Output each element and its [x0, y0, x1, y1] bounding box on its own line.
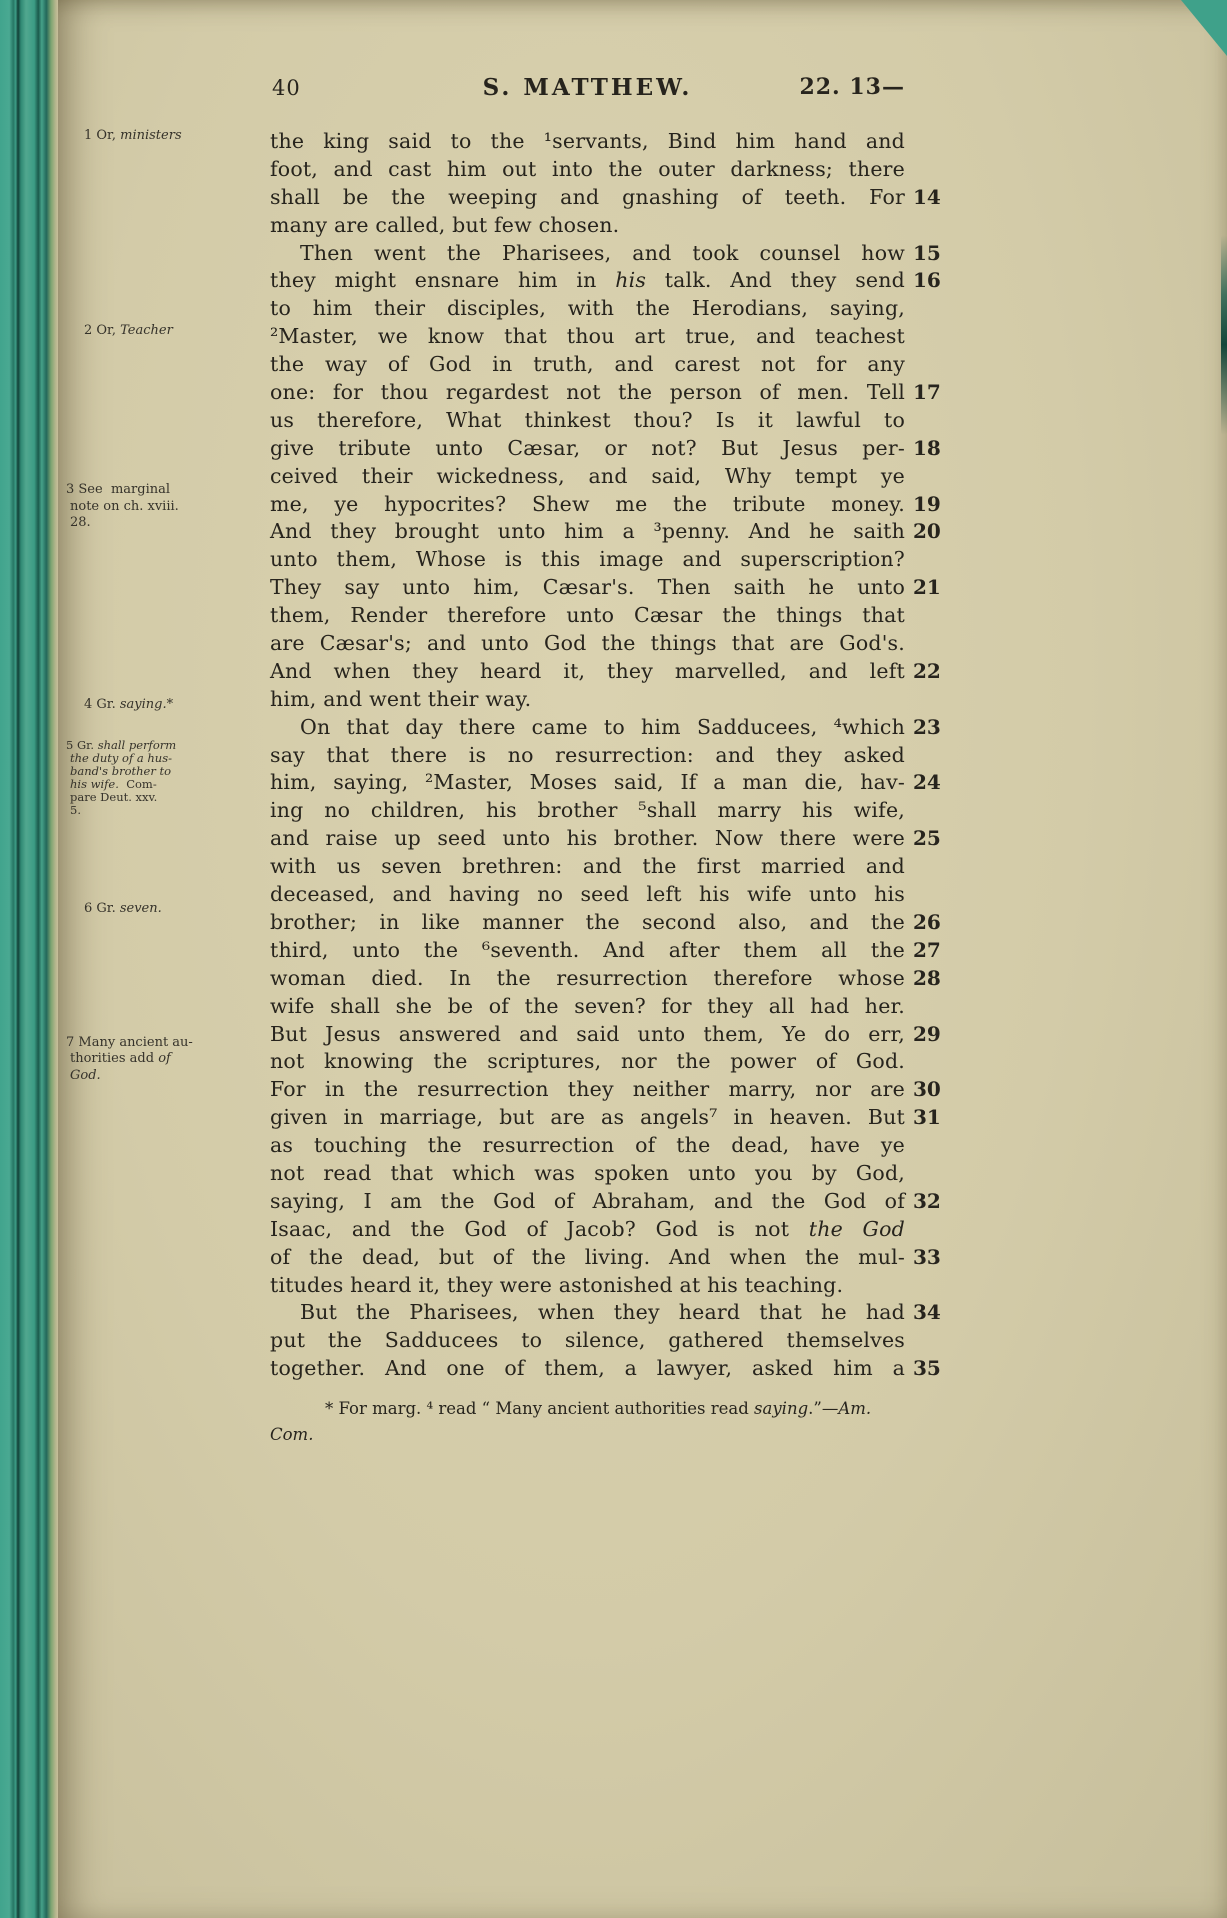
text-line	[270, 1048, 905, 1076]
body-lines	[270, 128, 941, 1383]
text-line	[270, 463, 905, 491]
text-line-content: third, unto the ⁶seventh. And after them all the	[270, 937, 905, 962]
text-line-content: the king said to the ¹servants, Bind him hand and	[270, 129, 905, 153]
text-line-content: him, saying, ²Master, Moses said, If a man die, hav-	[270, 770, 905, 795]
verse-number: 15	[913, 240, 941, 265]
text-line-content: Isaac, and the God of Jacob? God is not the God	[270, 1216, 905, 1241]
margin-note-line: 2 Or, Teacher	[84, 323, 173, 339]
text-line-content: say that there is no resurrection: and they asked	[270, 742, 905, 767]
text-line	[270, 1104, 941, 1132]
text-line-content: ²Master, we know that thou art true, and teachest	[270, 324, 905, 349]
text-line	[270, 1188, 941, 1216]
text-line-content: saying, I am the God of Abraham, and the God of	[270, 1188, 905, 1213]
margin-note-line: pare Deut. xxv.	[70, 790, 158, 804]
text-line	[270, 686, 905, 714]
text-line-content: are Cæsar's; and unto God the things that are God's.	[270, 631, 905, 656]
margin-note-line: 1 Or, ministers	[84, 128, 182, 143]
text-line-content: together. And one of them, a lawyer, asked him a	[270, 1356, 905, 1381]
text-line-content: For in the resurrection they neither marry, nor are	[270, 1077, 905, 1102]
footnote-line: Com.	[270, 1425, 314, 1445]
text-line-content: ing no children, his brother ⁵shall marry his wife,	[270, 798, 905, 823]
text-line	[270, 742, 905, 770]
text-column	[270, 128, 941, 1448]
verse-number: 35	[913, 1356, 941, 1381]
text-line	[270, 156, 905, 184]
book-page	[58, 0, 1227, 1918]
text-line-content: one: for thou regardest not the person of men. Tell	[270, 380, 905, 405]
verse-number: 28	[913, 965, 941, 990]
text-line	[270, 1272, 905, 1300]
verse-number: 18	[913, 435, 941, 460]
margin-note-line: band's brother to	[70, 764, 172, 778]
text-line	[270, 937, 941, 965]
text-line	[270, 518, 941, 546]
margin-note-line: 4 Gr. saying.*	[84, 697, 174, 713]
text-line	[270, 1244, 941, 1272]
text-line-content: not knowing the scriptures, nor the power of God.	[270, 1049, 905, 1074]
text-line-content: brother; in like manner the second also, and the	[270, 909, 905, 934]
chapter-verse-ref: 22. 13—	[799, 74, 905, 100]
text-line-content: many are called, but few chosen.	[270, 212, 620, 237]
text-line	[270, 825, 941, 853]
text-line	[270, 323, 905, 351]
text-line-content: On that day there came to him Sadducees, ⁴which	[300, 714, 905, 739]
text-line	[270, 546, 905, 574]
margin-note	[66, 323, 264, 340]
margin-note-line: 5 Gr. shall perform	[66, 738, 177, 752]
text-line-content: the way of God in truth, and carest not for any	[270, 352, 905, 377]
text-line	[270, 909, 941, 937]
text-line-content: woman died. In the resurrection therefore whose	[270, 965, 905, 990]
margin-note	[66, 697, 264, 714]
verse-number: 20	[913, 519, 941, 544]
verse-number: 23	[913, 714, 941, 739]
verse-number: 22	[913, 658, 941, 683]
verse-number: 30	[913, 1077, 941, 1102]
text-line-content: to him their disciples, with the Herodians, saying,	[270, 296, 905, 321]
verse-number: 24	[913, 770, 941, 795]
text-line-content: But Jesus answered and said unto them, Ye do err,	[270, 1021, 905, 1046]
text-line-content: they might ensnare him in his talk. And they send	[270, 268, 905, 293]
text-line-content: of the dead, but of the living. And when the mul-	[270, 1244, 905, 1269]
text-line-content: And when they heard it, they marvelled, and left	[270, 658, 905, 683]
footnote-line: * For marg. ⁴ read “ Many ancient authorities read saying.”—Am.	[325, 1399, 872, 1419]
verse-number: 25	[913, 826, 941, 851]
verse-number: 19	[913, 491, 941, 516]
text-line-content: not read that which was spoken unto you by God,	[270, 1160, 905, 1185]
text-line-content: titudes heard it, they were astonished at his teaching.	[270, 1272, 844, 1297]
verse-number: 27	[913, 937, 941, 962]
text-line-content: given in marriage, but are as angels⁷ in heaven. But	[270, 1105, 905, 1130]
text-line	[270, 351, 905, 379]
text-line	[270, 1076, 941, 1104]
text-line	[270, 1327, 905, 1355]
text-line	[270, 993, 905, 1021]
text-line	[270, 435, 941, 463]
text-line-content: us therefore, What thinkest thou? Is it lawful to	[270, 407, 905, 432]
text-line-content: And they brought unto him a ³penny. And he saith	[270, 519, 905, 544]
text-line-content: him, and went their way.	[270, 686, 532, 711]
footnote	[270, 1396, 905, 1448]
text-line-content: foot, and cast him out into the outer darkness; there	[270, 156, 905, 181]
text-line	[270, 267, 941, 295]
running-header	[270, 74, 905, 104]
text-line-content: unto them, Whose is this image and superscription?	[270, 547, 905, 572]
text-line	[270, 1355, 941, 1383]
margin-note-line: God.	[70, 1067, 101, 1083]
text-line	[270, 1021, 941, 1049]
margin-note-line: 3 See marginal	[66, 482, 171, 498]
verse-number: 16	[913, 268, 941, 293]
text-line	[270, 965, 941, 993]
text-line-content: Then went the Pharisees, and took counsel how	[300, 240, 905, 265]
text-line-content: They say unto him, Cæsar's. Then saith he unto	[270, 575, 905, 600]
text-line-content: give tribute unto Cæsar, or not? But Jesus per-	[270, 435, 905, 460]
text-line	[270, 714, 941, 742]
text-line-content: and raise up seed unto his brother. Now there were	[270, 826, 905, 851]
margin-note-line: the duty of a hus-	[70, 751, 172, 765]
verse-number: 26	[913, 909, 941, 934]
margin-note	[66, 128, 264, 145]
margin-note	[66, 1035, 264, 1085]
page-edge-shadow	[1221, 235, 1227, 435]
verse-number: 32	[913, 1188, 941, 1213]
text-line	[270, 212, 905, 240]
book-title: S. MATTHEW.	[482, 74, 693, 101]
text-line	[270, 797, 905, 825]
margin-note-line: 5.	[70, 803, 81, 817]
page-corner-fold	[1181, 0, 1227, 56]
text-line-content: as touching the resurrection of the dead, have ye	[270, 1133, 905, 1158]
margin-note-line: note on ch. xviii.	[70, 498, 179, 514]
margin-note	[66, 739, 264, 817]
book-binding-edge	[0, 0, 58, 1918]
text-line	[270, 881, 905, 909]
text-line-content: But the Pharisees, when they heard that he had	[300, 1300, 905, 1325]
text-line	[270, 574, 941, 602]
verse-number: 21	[913, 575, 941, 600]
text-line	[270, 769, 941, 797]
verse-number: 29	[913, 1021, 941, 1046]
text-line	[270, 1299, 941, 1327]
margin-note-line: 28.	[70, 515, 91, 531]
text-line	[270, 184, 941, 212]
margin-note-line: 7 Many ancient au-	[66, 1034, 193, 1050]
text-line-content: them, Render therefore unto Cæsar the things that	[270, 603, 905, 628]
text-line	[270, 1216, 905, 1244]
margin-note	[66, 482, 264, 532]
verse-number: 17	[913, 380, 941, 405]
text-line	[270, 379, 941, 407]
text-line	[270, 602, 905, 630]
text-line	[270, 658, 941, 686]
text-line-content: me, ye hypocrites? Shew me the tribute money.	[270, 491, 905, 516]
text-line	[270, 853, 905, 881]
text-line	[270, 491, 941, 519]
text-line	[270, 407, 905, 435]
verse-number: 33	[913, 1244, 941, 1269]
text-line-content: with us seven brethren: and the first married and	[270, 854, 905, 879]
text-line-content: shall be the weeping and gnashing of teeth. For	[270, 184, 905, 209]
text-line	[270, 1132, 905, 1160]
text-line-content: wife shall she be of the seven? for they all had her.	[270, 993, 905, 1018]
text-line	[270, 295, 905, 323]
margin-note-line: his wife. Com-	[70, 777, 157, 791]
text-line	[270, 630, 905, 658]
text-line	[270, 128, 905, 156]
verse-number: 31	[913, 1105, 941, 1130]
margin-note-line: 6 Gr. seven.	[84, 900, 162, 916]
margin-note-line: thorities add of	[70, 1051, 171, 1067]
page-number: 40	[272, 76, 301, 100]
verse-number: 14	[913, 184, 941, 209]
text-line-content: put the Sadducees to silence, gathered themselves	[270, 1328, 905, 1353]
verse-number: 34	[913, 1300, 941, 1325]
text-line	[270, 1160, 905, 1188]
text-line-content: deceased, and having no seed left his wife unto his	[270, 882, 905, 907]
text-line	[270, 240, 941, 268]
text-line-content: ceived their wickedness, and said, Why tempt ye	[270, 463, 905, 488]
margin-note	[66, 901, 264, 918]
